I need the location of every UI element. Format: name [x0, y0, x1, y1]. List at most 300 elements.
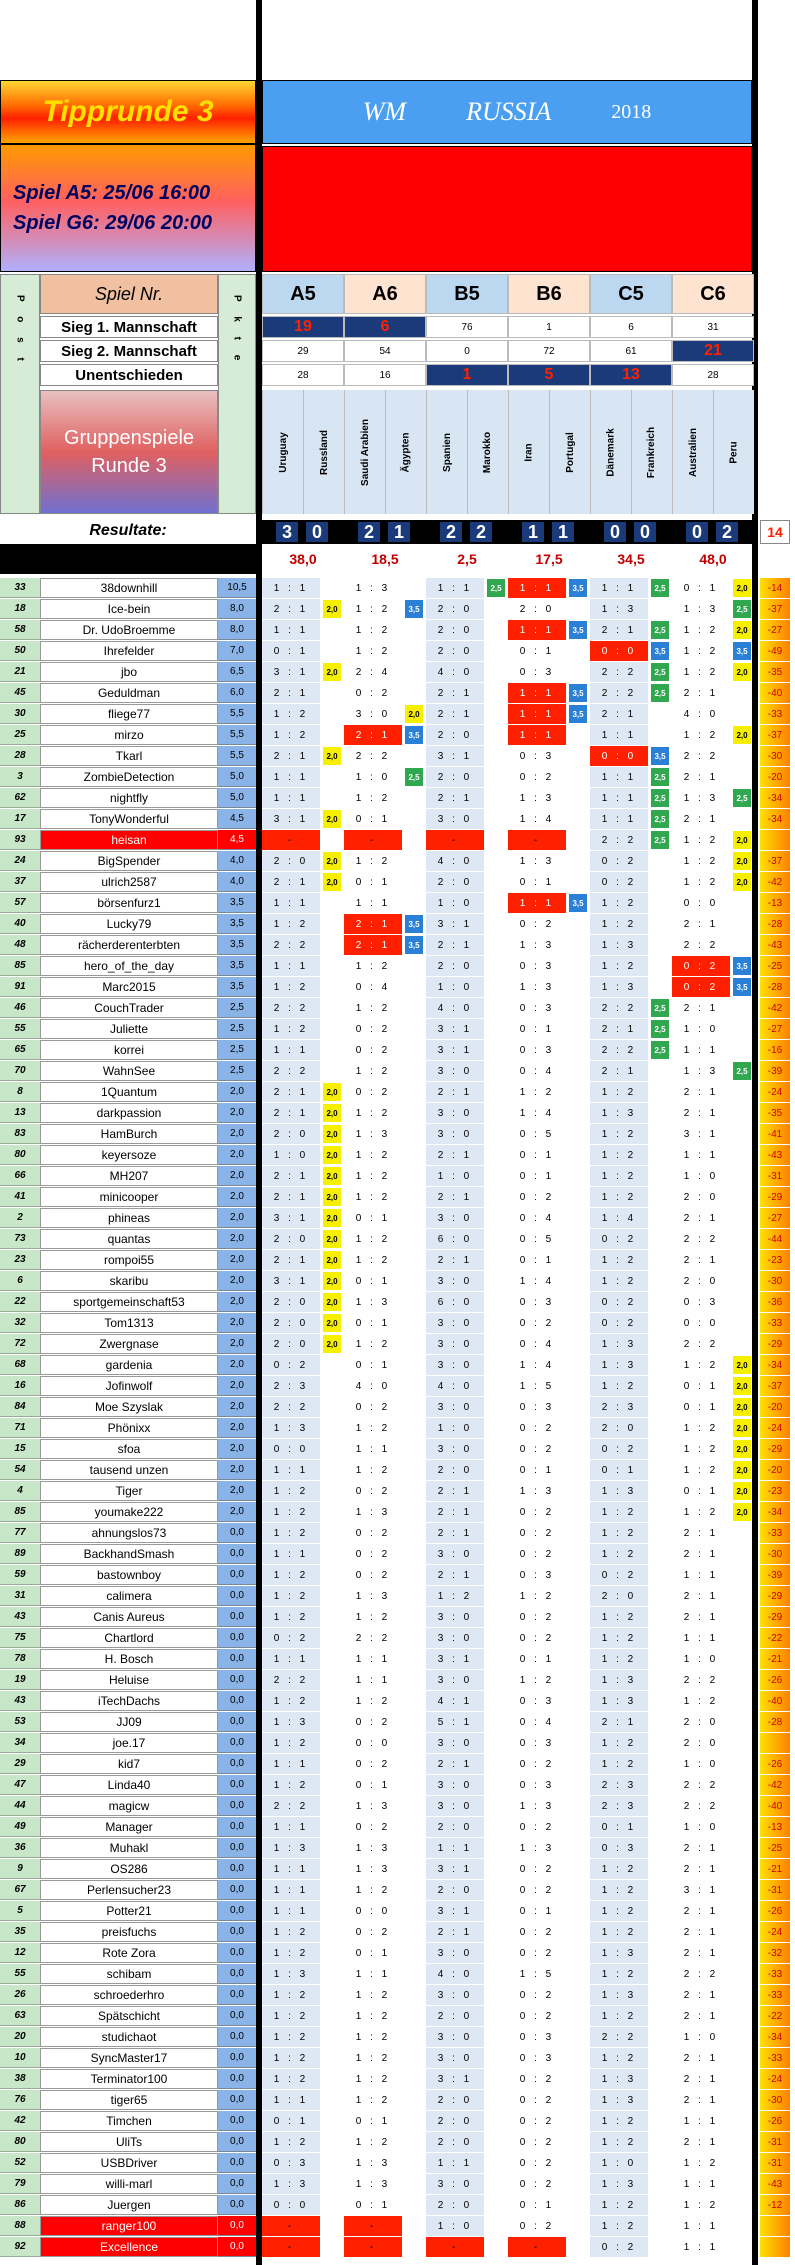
point-diff: -32 — [760, 1943, 790, 1963]
tip-cell: - — [344, 2216, 402, 2236]
result-away: 1 — [552, 522, 574, 542]
table-row[interactable] — [0, 578, 795, 599]
table-row[interactable] — [0, 1922, 795, 1943]
tip-cell: 3 : 1 — [262, 662, 320, 682]
table-row[interactable] — [0, 1691, 795, 1712]
player-points: 2,0 — [218, 1082, 256, 1102]
tip-cell: 1 : 2 — [344, 1985, 402, 2005]
tip-cell: 1 : 1 — [590, 578, 648, 598]
tip-cell: 2 : 0 — [426, 1880, 484, 1900]
table-row[interactable] — [0, 725, 795, 746]
tip-cell: 0 : 2 — [344, 1817, 402, 1837]
team-right-cell — [631, 390, 672, 514]
tip-cell: 2 : 1 — [426, 704, 484, 724]
tip-cell: 1 : 2 — [262, 2048, 320, 2068]
rank: 25 — [0, 725, 40, 745]
table-row[interactable] — [0, 746, 795, 767]
rank: 78 — [0, 1649, 40, 1669]
tip-cell: 1 : 3 — [590, 599, 648, 619]
player-name: Phönixx — [40, 1418, 218, 1438]
player-name: Rote Zora — [40, 1943, 218, 1963]
table-row[interactable] — [0, 893, 795, 914]
rank: 20 — [0, 2027, 40, 2047]
tip-cell: 5 : 1 — [426, 1712, 484, 1732]
player-name: TonyWonderful — [40, 809, 218, 829]
sieg2-value: 54 — [344, 340, 426, 362]
point-diff: -24 — [760, 1922, 790, 1942]
player-points: 0,0 — [218, 1901, 256, 1921]
tip-cell: 2 : 2 — [344, 746, 402, 766]
tip-cell: 1 : 2 — [344, 1061, 402, 1081]
table-row[interactable] — [0, 2027, 795, 2048]
rank: 10 — [0, 2048, 40, 2068]
point-diff: -33 — [760, 704, 790, 724]
tip-cell: 0 : 3 — [508, 1040, 566, 1060]
tip-cell: 3 : 0 — [426, 1943, 484, 1963]
tip-cell: 2 : 2 — [262, 998, 320, 1018]
table-row[interactable] — [0, 1208, 795, 1229]
point-diff: -25 — [760, 1838, 790, 1858]
tip-cell: - — [426, 2237, 484, 2257]
table-row[interactable] — [0, 1040, 795, 1061]
tip-cell: 1 : 1 — [672, 1628, 730, 1648]
team-name: Ägypten — [400, 432, 412, 472]
table-row[interactable] — [0, 1481, 795, 1502]
tip-cell: 2 : 0 — [426, 1817, 484, 1837]
table-row[interactable] — [0, 1544, 795, 1565]
player-points: 0,0 — [218, 2237, 256, 2257]
tip-cell: 3 : 1 — [262, 1271, 320, 1291]
point-diff: -34 — [760, 1502, 790, 1522]
table-row[interactable] — [0, 1502, 795, 1523]
page-title: Tipprunde 3 — [0, 80, 256, 144]
team-name: Marokko — [482, 431, 494, 473]
tip-cell: 0 : 5 — [508, 1229, 566, 1249]
tip-cell: 0 : 2 — [508, 1985, 566, 2005]
table-row[interactable] — [0, 1166, 795, 1187]
tip-cell: 0 : 2 — [508, 1607, 566, 1627]
rank: 21 — [0, 662, 40, 682]
tip-cell: 2 : 1 — [672, 1922, 730, 1942]
rank: 49 — [0, 1817, 40, 1837]
table-row[interactable] — [0, 1334, 795, 1355]
player-name: JJ09 — [40, 1712, 218, 1732]
table-row[interactable] — [0, 1250, 795, 1271]
rank: 37 — [0, 872, 40, 892]
rank: 46 — [0, 998, 40, 1018]
tip-cell: 4 : 0 — [426, 998, 484, 1018]
tip-cell: 0 : 2 — [344, 1754, 402, 1774]
tip-cell: 1 : 1 — [344, 1964, 402, 1984]
tip-cell: 3 : 0 — [426, 1313, 484, 1333]
bonus-badge: 2,0 — [323, 1083, 341, 1101]
point-diff: -26 — [760, 1754, 790, 1774]
player-points: 2,0 — [218, 1313, 256, 1333]
tip-cell: 1 : 2 — [262, 1502, 320, 1522]
tip-cell: 0 : 4 — [344, 977, 402, 997]
table-row[interactable] — [0, 620, 795, 641]
table-row[interactable] — [0, 2111, 795, 2132]
table-row[interactable] — [0, 1943, 795, 1964]
tip-cell: 0 : 0 — [262, 1439, 320, 1459]
player-name: Tkarl — [40, 746, 218, 766]
tip-cell: 1 : 3 — [590, 2069, 648, 2089]
table-row[interactable] — [0, 2090, 795, 2111]
player-name: bastownboy — [40, 1565, 218, 1585]
tip-cell: 1 : 2 — [262, 704, 320, 724]
table-row[interactable] — [0, 1607, 795, 1628]
tip-cell: 0 : 2 — [344, 1544, 402, 1564]
table-row[interactable] — [0, 683, 795, 704]
bonus-badge: 3,5 — [569, 894, 587, 912]
table-row[interactable] — [0, 977, 795, 998]
table-row[interactable] — [0, 599, 795, 620]
tip-cell: 2 : 2 — [672, 1670, 730, 1690]
tip-cell: 2 : 1 — [262, 1250, 320, 1270]
tip-cell: 1 : 3 — [262, 2174, 320, 2194]
tip-cell: 2 : 1 — [426, 1523, 484, 1543]
table-row[interactable] — [0, 1712, 795, 1733]
table-row[interactable] — [0, 1145, 795, 1166]
tip-cell: 1 : 2 — [262, 1733, 320, 1753]
player-name: Linda40 — [40, 1775, 218, 1795]
bonus-badge: 2,0 — [323, 1272, 341, 1290]
tip-cell: 1 : 4 — [508, 1103, 566, 1123]
rank: 59 — [0, 1565, 40, 1585]
player-name: tausend unzen — [40, 1460, 218, 1480]
tip-cell: 3 : 1 — [426, 2069, 484, 2089]
table-row[interactable] — [0, 2048, 795, 2069]
tip-average: 48,0 — [699, 551, 727, 567]
player-name: börsenfurz1 — [40, 893, 218, 913]
tip-cell: 0 : 2 — [508, 1418, 566, 1438]
point-diff: -27 — [760, 1019, 790, 1039]
table-row[interactable] — [0, 1061, 795, 1082]
table-row[interactable] — [0, 1397, 795, 1418]
table-row[interactable] — [0, 1082, 795, 1103]
table-row[interactable] — [0, 1838, 795, 1859]
table-row[interactable] — [0, 2195, 795, 2216]
tip-cell: 0 : 2 — [508, 2216, 566, 2236]
tip-cell: 1 : 2 — [672, 1439, 730, 1459]
unent-value: 5 — [508, 364, 590, 386]
tip-cell: 1 : 2 — [508, 1586, 566, 1606]
result-sep — [380, 522, 388, 542]
table-row[interactable] — [0, 1271, 795, 1292]
tip-cell: 1 : 2 — [344, 788, 402, 808]
tip-cell: 1 : 3 — [672, 788, 730, 808]
tip-cell: 1 : 3 — [590, 1985, 648, 2005]
player-points: 2,0 — [218, 1481, 256, 1501]
team-left-cell — [672, 390, 713, 514]
tip-cell: 1 : 1 — [262, 578, 320, 598]
tip-cell: 2 : 2 — [262, 1670, 320, 1690]
tip-cell: 1 : 3 — [344, 1124, 402, 1144]
table-row[interactable] — [0, 1964, 795, 1985]
table-row[interactable] — [0, 1019, 795, 1040]
tip-cell: 1 : 3 — [344, 2153, 402, 2173]
result-home: 3 — [276, 522, 298, 542]
tip-cell: 2 : 0 — [672, 1271, 730, 1291]
tip-cell: 1 : 5 — [508, 1376, 566, 1396]
table-row[interactable] — [0, 1796, 795, 1817]
player-name: rächerderenterbten — [40, 935, 218, 955]
rank: 30 — [0, 704, 40, 724]
tip-cell: 0 : 2 — [344, 1922, 402, 1942]
tip-cell: 2 : 2 — [590, 2027, 648, 2047]
tip-cell: 0 : 2 — [508, 1544, 566, 1564]
rank: 33 — [0, 578, 40, 598]
table-row[interactable] — [0, 1733, 795, 1754]
table-row[interactable] — [0, 1901, 795, 1922]
bonus-badge: 2,0 — [323, 1146, 341, 1164]
table-row[interactable] — [0, 1292, 795, 1313]
tip-cell: 1 : 1 — [672, 1040, 730, 1060]
tip-cell: 1 : 1 — [262, 1649, 320, 1669]
tip-cell: 0 : 3 — [508, 2048, 566, 2068]
tip-cell: 2 : 1 — [672, 1838, 730, 1858]
rank: 43 — [0, 1691, 40, 1711]
bonus-badge: 2,0 — [323, 852, 341, 870]
tip-cell: 1 : 2 — [672, 830, 730, 850]
rank: 62 — [0, 788, 40, 808]
tip-cell: 1 : 0 — [426, 1166, 484, 1186]
table-row[interactable] — [0, 1439, 795, 1460]
tip-cell: 0 : 1 — [344, 809, 402, 829]
player-name: UliTs — [40, 2132, 218, 2152]
rank: 75 — [0, 1628, 40, 1648]
tip-cell: 2 : 0 — [426, 2006, 484, 2026]
table-row[interactable] — [0, 788, 795, 809]
team-left-cell — [344, 390, 385, 514]
tip-cell: 0 : 2 — [508, 1754, 566, 1774]
table-row[interactable] — [0, 1418, 795, 1439]
tip-cell: 1 : 2 — [590, 1754, 648, 1774]
table-row[interactable] — [0, 2006, 795, 2027]
tip-cell: 2 : 1 — [672, 1607, 730, 1627]
tip-cell: 1 : 3 — [590, 2174, 648, 2194]
table-row[interactable] — [0, 2069, 795, 2090]
table-row[interactable] — [0, 956, 795, 977]
player-points: 2,0 — [218, 1271, 256, 1291]
table-row[interactable] — [0, 1880, 795, 1901]
table-row[interactable] — [0, 2237, 795, 2258]
tip-cell: 2 : 1 — [672, 2069, 730, 2089]
tip-cell: 1 : 3 — [590, 935, 648, 955]
tip-cell: 4 : 1 — [426, 1691, 484, 1711]
table-row[interactable] — [0, 1187, 795, 1208]
table-row[interactable] — [0, 662, 795, 683]
tip-cell: 1 : 3 — [672, 1061, 730, 1081]
tip-cell: 0 : 3 — [672, 1292, 730, 1312]
tip-cell: 2 : 1 — [590, 704, 648, 724]
tip-cell: 0 : 2 — [344, 1481, 402, 1501]
tip-cell: 1 : 2 — [344, 641, 402, 661]
tip-cell: 0 : 3 — [508, 662, 566, 682]
tip-cell: 3 : 0 — [426, 1775, 484, 1795]
table-row[interactable] — [0, 767, 795, 788]
player-name: schroederhro — [40, 1985, 218, 2005]
table-row[interactable] — [0, 1103, 795, 1124]
tip-cell: 3 : 0 — [426, 1103, 484, 1123]
game-id: C6 — [672, 274, 754, 314]
player-name: Dr. UdoBroemme — [40, 620, 218, 640]
tip-cell: 1 : 4 — [508, 1271, 566, 1291]
rank: 89 — [0, 1544, 40, 1564]
rank: 4 — [0, 1481, 40, 1501]
tip-cell: 2 : 0 — [426, 2090, 484, 2110]
rank: 67 — [0, 1880, 40, 1900]
tip-cell: 0 : 1 — [508, 1019, 566, 1039]
bonus-badge: 3,5 — [569, 705, 587, 723]
point-diff: -37 — [760, 599, 790, 619]
tip-cell: 4 : 0 — [426, 851, 484, 871]
tip-cell: 1 : 3 — [344, 1838, 402, 1858]
point-diff: -37 — [760, 851, 790, 871]
tip-cell: 2 : 2 — [672, 1334, 730, 1354]
table-row[interactable] — [0, 1985, 795, 2006]
tip-cell: 1 : 3 — [508, 1838, 566, 1858]
player-name: Ihrefelder — [40, 641, 218, 661]
tip-cell: 1 : 1 — [262, 1817, 320, 1837]
tip-cell: 1 : 2 — [262, 1607, 320, 1627]
tip-cell: 1 : 2 — [590, 1628, 648, 1648]
tip-cell: 1 : 3 — [590, 1103, 648, 1123]
tip-cell: 2 : 0 — [426, 2132, 484, 2152]
table-row[interactable] — [0, 2174, 795, 2195]
tip-cell: 2 : 0 — [426, 767, 484, 787]
tip-cell: 2 : 1 — [262, 1187, 320, 1207]
bonus-badge: 3,5 — [733, 957, 751, 975]
tip-cell: 0 : 2 — [590, 1565, 648, 1585]
tip-cell: 2 : 0 — [262, 1334, 320, 1354]
tip-cell: 1 : 2 — [672, 1418, 730, 1438]
table-row[interactable] — [0, 704, 795, 725]
bonus-badge: 2,0 — [733, 726, 751, 744]
table-row[interactable] — [0, 1460, 795, 1481]
table-row[interactable] — [0, 830, 795, 851]
tip-cell: 1 : 2 — [590, 1250, 648, 1270]
table-row[interactable] — [0, 1229, 795, 1250]
rank: 26 — [0, 1985, 40, 2005]
tip-cell: 2 : 1 — [344, 725, 402, 745]
point-diff: -42 — [760, 1775, 790, 1795]
tip-cell: 0 : 1 — [344, 1775, 402, 1795]
tip-cell: 0 : 0 — [590, 746, 648, 766]
rank: 86 — [0, 2195, 40, 2215]
point-diff: -35 — [760, 662, 790, 682]
tip-cell: 1 : 0 — [426, 2216, 484, 2236]
tip-cell: 2 : 1 — [426, 1922, 484, 1942]
table-row[interactable] — [0, 1775, 795, 1796]
team-name: Spanien — [441, 432, 453, 472]
tip-cell: 1 : 2 — [344, 599, 402, 619]
player-points: 2,5 — [218, 1061, 256, 1081]
tip-cell: 2 : 1 — [672, 2090, 730, 2110]
table-row[interactable] — [0, 1124, 795, 1145]
bonus-badge: 3,5 — [405, 600, 423, 618]
table-row[interactable] — [0, 1754, 795, 1775]
table-row[interactable] — [0, 1565, 795, 1586]
unent-value: 28 — [672, 364, 754, 386]
tip-cell: 2 : 2 — [590, 830, 648, 850]
player-name: jbo — [40, 662, 218, 682]
tip-cell: 0 : 2 — [508, 914, 566, 934]
tip-cell: 1 : 1 — [262, 767, 320, 787]
pkte-label: P k t e — [231, 295, 243, 367]
table-row[interactable] — [0, 872, 795, 893]
tip-cell: 3 : 0 — [426, 1670, 484, 1690]
player-points: 4,5 — [218, 809, 256, 829]
tip-cell: 2 : 0 — [262, 851, 320, 871]
result-home: 1 — [522, 522, 544, 542]
table-row[interactable] — [0, 1313, 795, 1334]
table-row[interactable] — [0, 2216, 795, 2237]
player-name: Marc2015 — [40, 977, 218, 997]
tip-cell: 1 : 3 — [344, 2174, 402, 2194]
player-points: 0,0 — [218, 2006, 256, 2026]
player-points: 7,0 — [218, 641, 256, 661]
table-row[interactable] — [0, 1670, 795, 1691]
table-row[interactable] — [0, 1355, 795, 1376]
table-row[interactable] — [0, 998, 795, 1019]
player-points: 2,0 — [218, 1208, 256, 1228]
table-row[interactable] — [0, 641, 795, 662]
result-away: 2 — [470, 522, 492, 542]
player-name: MH207 — [40, 1166, 218, 1186]
point-diff: -30 — [760, 746, 790, 766]
rank: 28 — [0, 746, 40, 766]
tip-cell: 1 : 2 — [672, 851, 730, 871]
tip-cell: 1 : 2 — [262, 1943, 320, 1963]
team-name: Iran — [523, 442, 535, 462]
tip-cell: 3 : 0 — [426, 1439, 484, 1459]
point-diff: -44 — [760, 1229, 790, 1249]
tip-cell: 1 : 1 — [508, 578, 566, 598]
tip-cell: 1 : 2 — [590, 914, 648, 934]
table-row[interactable] — [0, 914, 795, 935]
tip-cell: 3 : 0 — [426, 1061, 484, 1081]
table-row[interactable] — [0, 1817, 795, 1838]
player-points: 0,0 — [218, 2195, 256, 2215]
player-points: 5,0 — [218, 788, 256, 808]
player-name: Zwergnase — [40, 1334, 218, 1354]
table-row[interactable] — [0, 1586, 795, 1607]
table-row[interactable] — [0, 809, 795, 830]
tip-cell: 2 : 1 — [344, 935, 402, 955]
tip-cell: 0 : 3 — [508, 998, 566, 1018]
tip-cell: 0 : 0 — [672, 1313, 730, 1333]
table-row[interactable] — [0, 2132, 795, 2153]
table-row[interactable] — [0, 1859, 795, 1880]
tip-cell: 0 : 1 — [508, 1145, 566, 1165]
table-row[interactable] — [0, 851, 795, 872]
table-row[interactable] — [0, 1523, 795, 1544]
table-row[interactable] — [0, 1649, 795, 1670]
tip-cell: 2 : 1 — [426, 1754, 484, 1774]
rank: 91 — [0, 977, 40, 997]
tip-cell: - — [344, 2237, 402, 2257]
point-diff: -20 — [760, 767, 790, 787]
player-points: 0,0 — [218, 2090, 256, 2110]
tip-cell: 1 : 1 — [344, 1649, 402, 1669]
table-row[interactable] — [0, 935, 795, 956]
table-row[interactable] — [0, 1628, 795, 1649]
table-row[interactable] — [0, 2153, 795, 2174]
tip-cell: 1 : 2 — [590, 956, 648, 976]
table-row[interactable] — [0, 1376, 795, 1397]
tip-cell: 2 : 1 — [672, 1544, 730, 1564]
